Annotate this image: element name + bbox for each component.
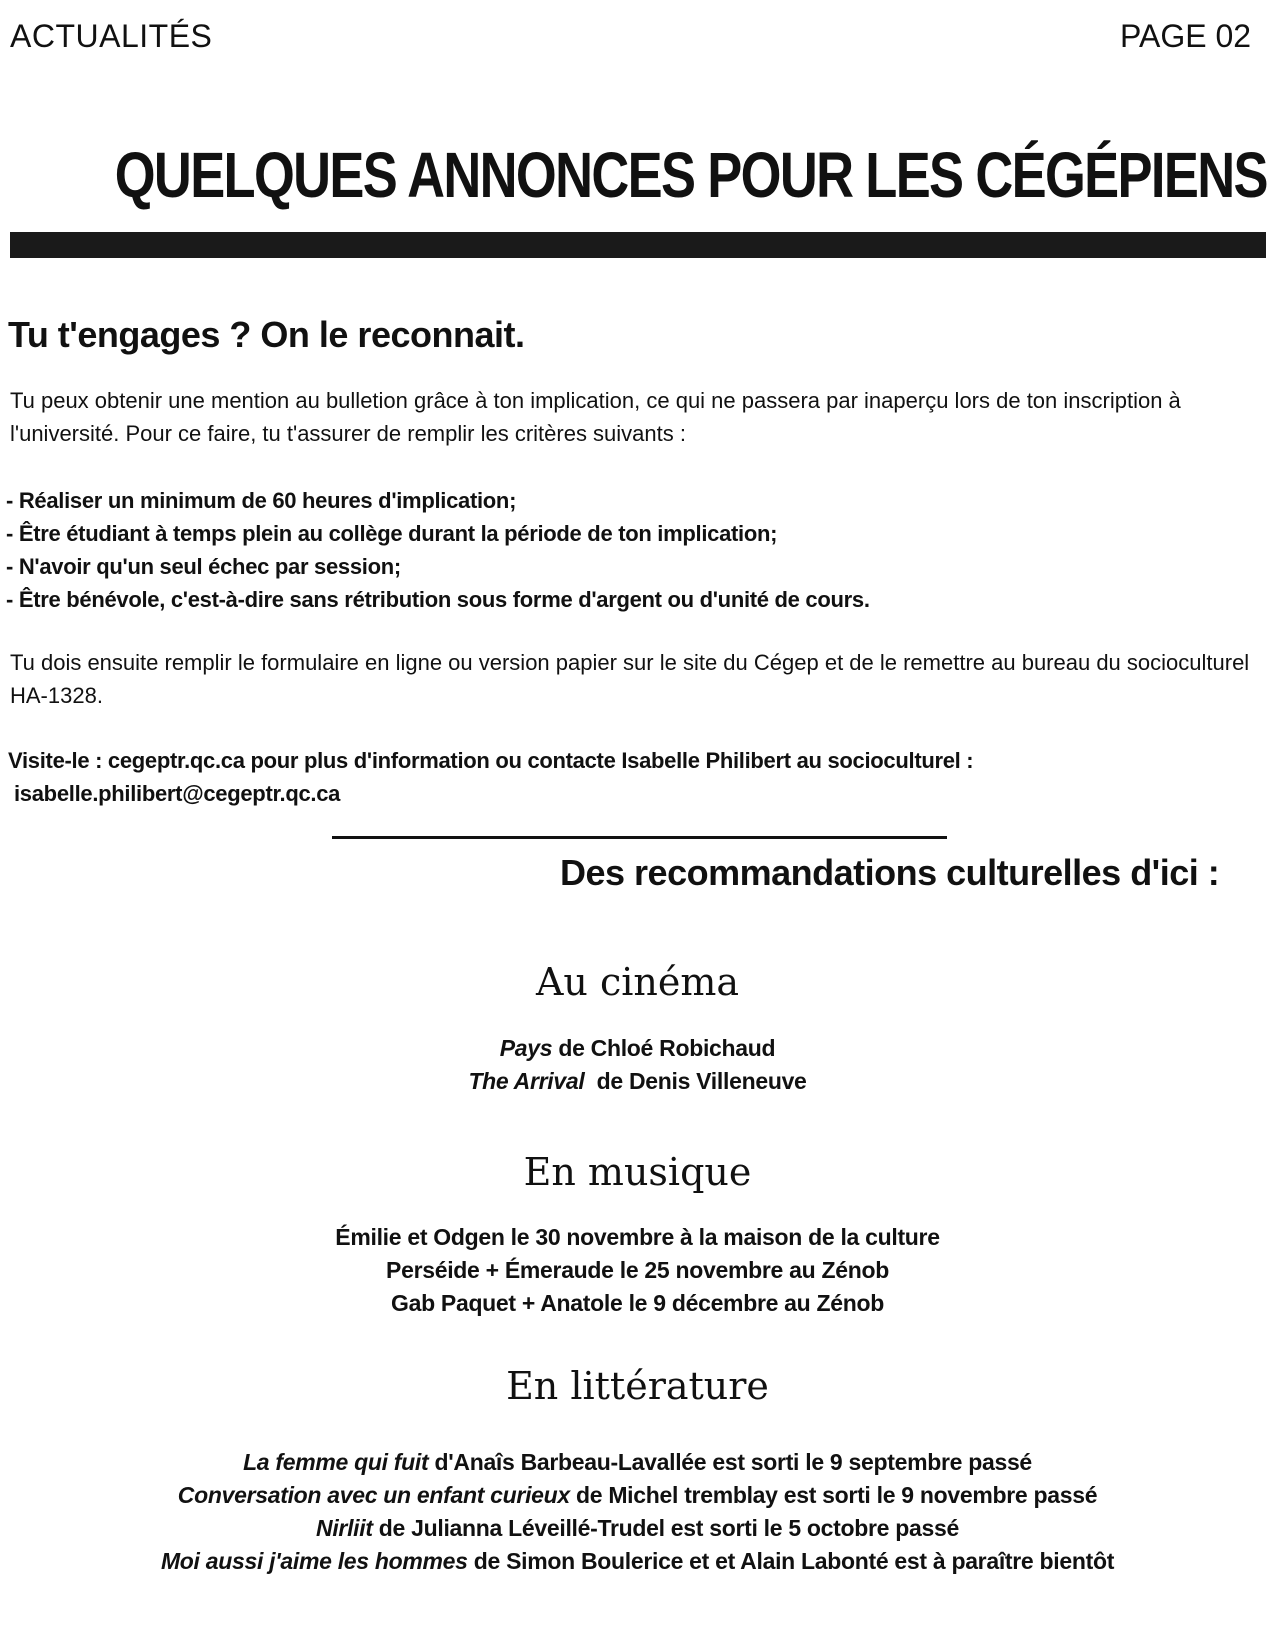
- list-item: [0, 1479, 1275, 1512]
- cinema-list: [0, 1032, 1275, 1098]
- list-item: [0, 1446, 1275, 1479]
- work-title: Moi aussi j'aime les hommes: [160, 1548, 468, 1574]
- criteria-item: - Être étudiant à temps plein au collège durant la période de ton implication;: [6, 521, 778, 546]
- work-title: The Arrival: [468, 1068, 585, 1094]
- cinema-heading: Au cinéma: [535, 960, 740, 1004]
- contact-block: [8, 744, 973, 810]
- work-credit: de Denis Villeneuve: [584, 1068, 807, 1094]
- page-number: PAGE 02: [1120, 18, 1252, 54]
- work-title: La femme qui fuit: [243, 1449, 429, 1475]
- music-heading: En musique: [523, 1150, 752, 1194]
- work-title: Nirliit: [316, 1515, 373, 1541]
- work-credit: de Chloé Robichaud: [552, 1035, 776, 1061]
- literature-heading: En littérature: [506, 1364, 769, 1408]
- form-instructions: Tu dois ensuite remplir le formulaire en ligne ou version papier sur le site du Cégep et de le remettre au bureau du socioculturel HA-1328.: [10, 650, 1250, 708]
- contact-email: isabelle.philibert@cegeptr.qc.ca: [14, 781, 341, 806]
- criteria-list: [6, 484, 870, 616]
- visit-text: Visite-le : cegeptr.qc.ca pour plus d'information ou contacte Isabelle Philibert au socioculturel :: [8, 748, 974, 773]
- page-title: QUELQUES ANNONCES POUR LES CÉGÉPIENS: [114, 139, 1267, 211]
- literature-list: [0, 1446, 1275, 1578]
- criteria-item: - Réaliser un minimum de 60 heures d'implication;: [6, 488, 517, 513]
- criteria-item: - Être bénévole, c'est-à-dire sans rétribution sous forme d'argent ou d'unité de cours.: [6, 587, 870, 612]
- engagement-heading: Tu t'engages ? On le reconnait.: [8, 314, 525, 355]
- engagement-intro: Tu peux obtenir une mention au bulletion grâce à ton implication, ce qui ne passera par inaperçu lors de ton inscription à l'université. Pour ce faire, tu t'assurer de remplir les critères suivants :: [10, 388, 1181, 446]
- list-item: [0, 1065, 1275, 1098]
- section-divider: [332, 836, 947, 839]
- work-credit: de Simon Boulerice et et Alain Labonté est à paraître bientôt: [467, 1548, 1115, 1574]
- list-item: Perséide + Émeraude le 25 novembre au Zénob: [386, 1257, 889, 1283]
- music-list: [0, 1221, 1275, 1320]
- list-item: Émilie et Odgen le 30 novembre à la maison de la culture: [335, 1224, 940, 1250]
- work-credit: de Michel tremblay est sorti le 9 novembre passé: [569, 1482, 1098, 1508]
- list-item: Gab Paquet + Anatole le 9 décembre au Zénob: [390, 1290, 885, 1316]
- section-label: ACTUALITÉS: [10, 18, 213, 54]
- list-item: [0, 1512, 1275, 1545]
- work-title: Pays: [499, 1035, 553, 1061]
- work-title: Conversation avec un enfant curieux: [177, 1482, 570, 1508]
- list-item: [0, 1032, 1275, 1065]
- title-underline-bar: [10, 232, 1266, 258]
- work-credit: de Julianna Léveillé-Trudel est sorti le 5 octobre passé: [372, 1515, 959, 1541]
- list-item: [0, 1545, 1275, 1578]
- work-credit: d'Anaîs Barbeau-Lavallée est sorti le 9 septembre passé: [428, 1449, 1032, 1475]
- recommendations-heading: Des recommandations culturelles d'ici :: [560, 852, 1220, 893]
- criteria-item: - N'avoir qu'un seul échec par session;: [6, 554, 401, 579]
